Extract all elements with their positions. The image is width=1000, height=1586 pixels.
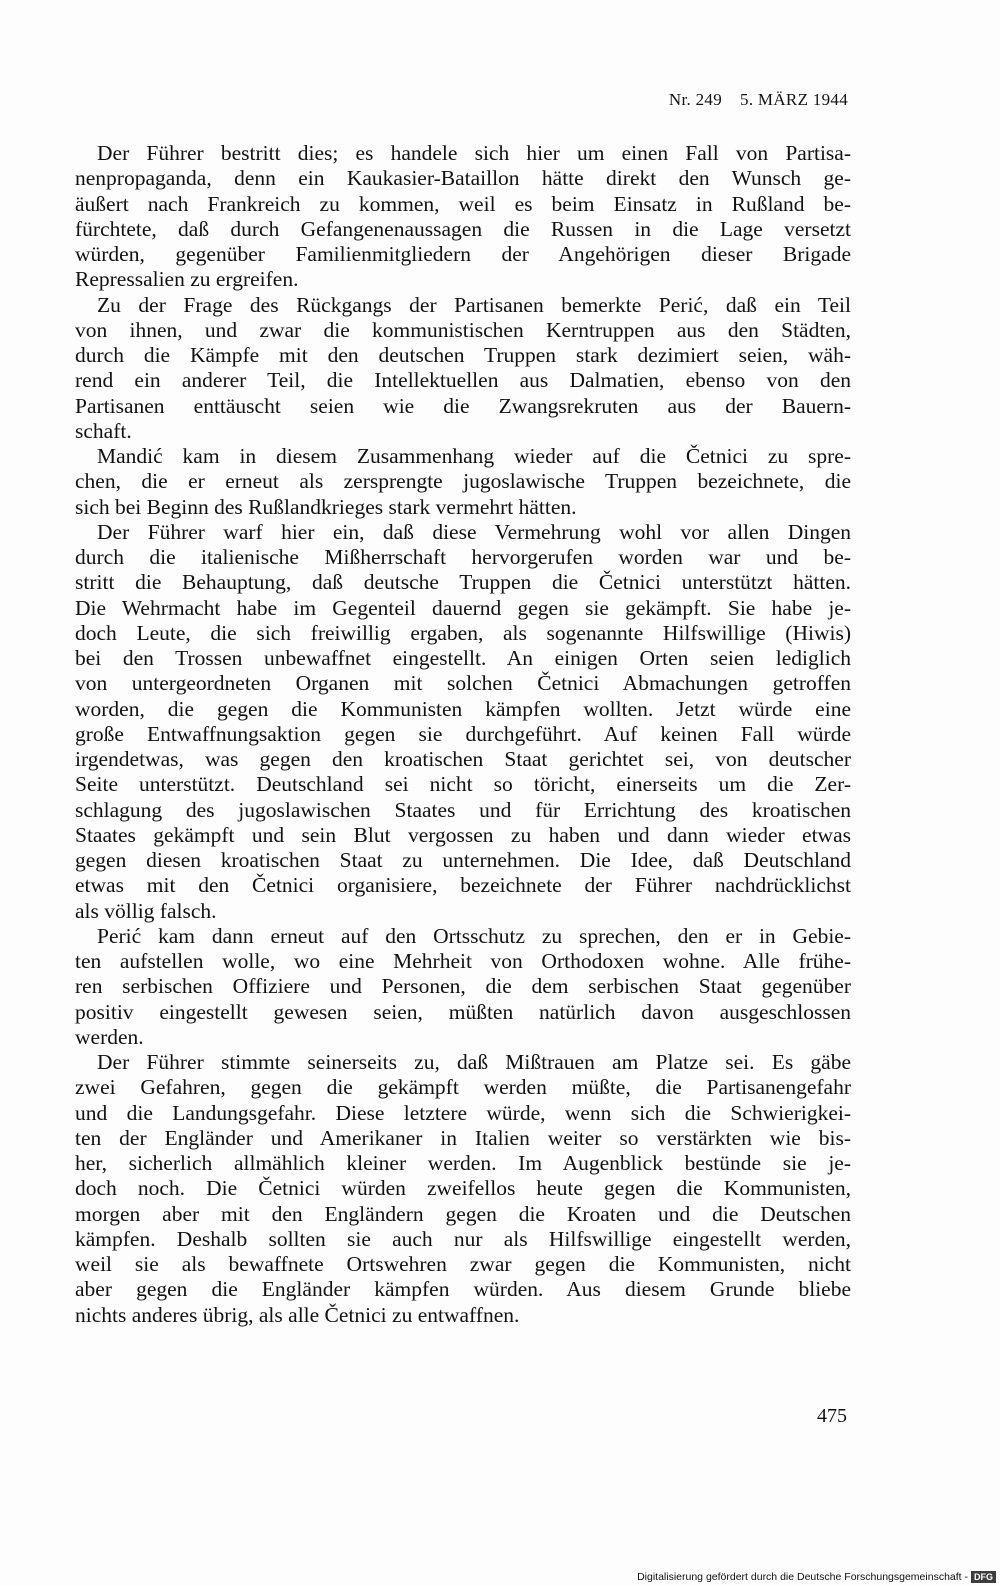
text-line: schaft. xyxy=(75,418,132,443)
text-line: Seite unterstützt. Deutschland sei nicht so töricht, einerseits um die Zer- xyxy=(75,772,851,797)
text-line: Mandić kam in diesem Zusammenhang wieder auf die Četnici zu spre- xyxy=(97,444,851,468)
text-line: bei den Trossen unbewaffnet eingestellt. An einigen Orten seien lediglich xyxy=(75,646,851,670)
text-line: Der Führer bestritt dies; es handele sich hier um einen Fall von Partisa- xyxy=(97,141,851,165)
body-text xyxy=(75,141,851,1328)
text-line: chen, die er erneut als zersprengte jugoslawische Truppen bezeichnete, die xyxy=(75,469,851,494)
text-line: und die Landungsgefahr. Diese letztere würde, wenn sich die Schwierigkei- xyxy=(75,1100,851,1125)
text-line: etwas mit den Četnici organisiere, bezeichnete der Führer nachdrücklichst xyxy=(75,873,851,898)
footer-credit: Digitalisierung gefördert durch die Deutsche Forschungsgemeinschaft - xyxy=(637,1571,968,1583)
text-line: her, sicherlich allmählich kleiner werden. Im Augenblick bestünde sie je- xyxy=(75,1151,851,1175)
text-line: werden. xyxy=(75,1024,144,1049)
text-line: durch die Kämpfe mit den deutschen Truppen stark dezimiert seien, wäh- xyxy=(75,343,851,367)
document-date: 5. MÄRZ 1944 xyxy=(740,90,848,109)
text-line: Repressalien zu ergreifen. xyxy=(75,267,299,292)
page-number: 475 xyxy=(817,1405,847,1427)
text-line: doch Leute, die sich freiwillig ergaben, als sogenannte Hilfswillige (Hiwis) xyxy=(75,620,851,645)
text-line: von ihnen, und zwar die kommunistischen Kerntruppen aus den Städten, xyxy=(75,317,851,342)
text-line: würden, gegenüber Familienmitgliedern der Angehörigen dieser Brigade xyxy=(75,242,851,266)
text-line: äußert nach Frankreich zu kommen, weil es beim Einsatz in Rußland be- xyxy=(75,191,851,216)
text-line: durch die italienische Mißherrschaft hervorgerufen worden war und be- xyxy=(75,545,851,569)
text-line: Der Führer warf hier ein, daß diese Vermehrung wohl vor allen Dingen xyxy=(97,519,851,544)
paragraph xyxy=(75,141,851,293)
dfg-logo: DFG xyxy=(971,1571,996,1583)
text-line: ren serbischen Offiziere und Personen, die dem serbischen Staat gegenüber xyxy=(75,974,851,999)
text-line: fürchtete, daß durch Gefangenenaussagen die Russen in die Lage versetzt xyxy=(75,216,851,241)
digitization-footer xyxy=(637,1571,996,1583)
text-line: große Entwaffnungsaktion gegen sie durchgeführt. Auf keinen Fall würde xyxy=(75,721,851,746)
text-line: rend ein anderer Teil, die Intellektuellen aus Dalmatien, ebenso von den xyxy=(75,368,851,393)
text-line: von untergeordneten Organen mit solchen Četnici Abmachungen getroffen xyxy=(75,671,851,696)
text-line: ten aufstellen wolle, wo eine Mehrheit von Orthodoxen wohne. Alle frühe- xyxy=(75,949,851,973)
text-line: aber gegen die Engländer kämpfen würden. Aus diesem Grunde bliebe xyxy=(75,1277,851,1302)
text-line: morgen aber mit den Engländern gegen die Kroaten und die Deutschen xyxy=(75,1201,851,1226)
text-line: zwei Gefahren, gegen die gekämpft werden müßte, die Partisanengefahr xyxy=(75,1075,851,1100)
text-line: doch noch. Die Četnici würden zweifellos heute gegen die Kommunisten, xyxy=(75,1176,851,1201)
text-line: kämpfen. Deshalb sollten sie auch nur als Hilfswillige eingestellt werden, xyxy=(75,1226,851,1251)
paragraph xyxy=(75,520,851,924)
text-line: Perić kam dann erneut auf den Ortsschutz zu sprechen, den er in Gebie- xyxy=(97,923,851,948)
text-line: als völlig falsch. xyxy=(75,898,217,923)
text-line: worden, die gegen die Kommunisten kämpfen wollten. Jetzt würde eine xyxy=(75,696,851,721)
text-line: Die Wehrmacht habe im Gegenteil dauernd gegen sie gekämpft. Sie habe je- xyxy=(75,595,851,620)
text-line: irgendetwas, was gegen den kroatischen Staat gerichtet sei, von deutscher xyxy=(75,747,851,771)
text-line: nichts anderes übrig, als alle Četnici zu entwaffnen. xyxy=(75,1302,520,1327)
paragraph xyxy=(75,1050,851,1328)
text-line: schlagung des jugoslawischen Staates und für Errichtung des kroatischen xyxy=(75,797,851,822)
paragraph xyxy=(75,293,851,445)
text-line: gegen diesen kroatischen Staat zu unternehmen. Die Idee, daß Deutschland xyxy=(75,848,851,872)
text-line: sich bei Beginn des Rußlandkrieges stark vermehrt hätten. xyxy=(75,494,577,519)
text-line: ten der Engländer und Amerikaner in Italien weiter so verstärkten wie bis- xyxy=(75,1125,851,1150)
text-line: Staates gekämpft und sein Blut vergossen zu haben und dann wieder etwas xyxy=(75,822,851,847)
text-line: weil sie als bewaffnete Ortswehren zwar gegen die Kommunisten, nicht xyxy=(75,1252,851,1276)
text-line: nenpropaganda, denn ein Kaukasier-Bataillon hätte direkt den Wunsch ge- xyxy=(75,166,851,191)
text-line: Partisanen enttäuscht seien wie die Zwangsrekruten aus der Bauern- xyxy=(75,393,851,418)
document-number: Nr. 249 xyxy=(668,90,723,109)
text-line: positiv eingestellt gewesen seien, müßten natürlich davon ausgeschlossen xyxy=(75,999,851,1024)
text-line: stritt die Behauptung, daß deutsche Truppen die Četnici unterstützt hätten. xyxy=(75,570,851,595)
text-line: Zu der Frage des Rückgangs der Partisanen bemerkte Perić, daß ein Teil xyxy=(97,292,851,317)
paragraph xyxy=(75,444,851,520)
running-header xyxy=(669,90,848,110)
text-line: Der Führer stimmte seinerseits zu, daß Mißtrauen am Platze sei. Es gäbe xyxy=(97,1050,851,1074)
paragraph xyxy=(75,924,851,1050)
